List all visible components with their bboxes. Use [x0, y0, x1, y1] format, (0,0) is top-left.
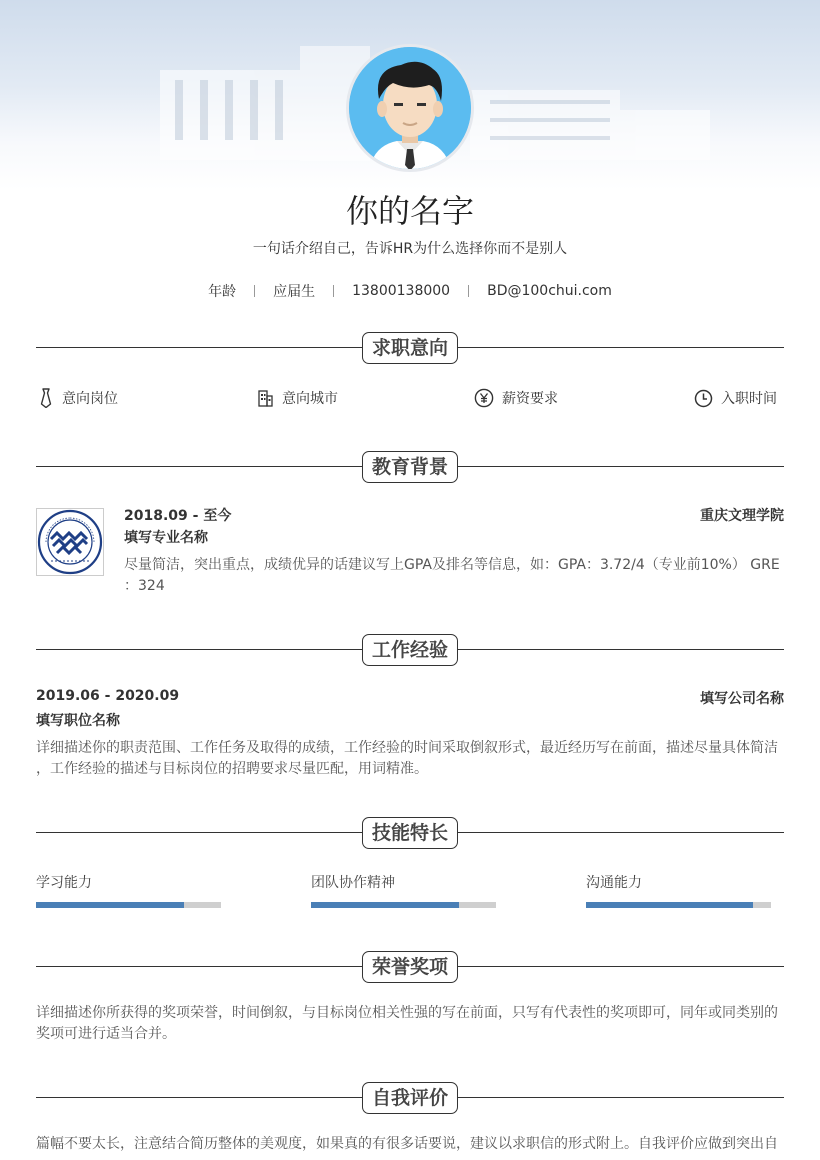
education-description-line: 尽量简洁，突出重点，成绩优异的话建议写上GPA及排名等信息，如：GPA：3.72/4（专业前10%） GRE: [124, 557, 780, 573]
contact-bar: [0, 281, 820, 301]
section-title: 教育背景: [362, 451, 458, 483]
honors-description-line: 奖项可进行适当合并。: [36, 1026, 176, 1042]
skill-label: 团队协作精神: [311, 875, 395, 891]
clock-icon: [694, 389, 713, 408]
work-description-line: ，工作经验的描述与目标岗位的招聘要求尽量匹配，用词精准。: [36, 761, 428, 777]
skill-level-bar: [36, 902, 221, 908]
section-header-skills: [36, 817, 784, 849]
skill-level-bar: [586, 902, 771, 908]
intent-salary: [474, 388, 558, 408]
contact-status: 应届生: [273, 284, 316, 300]
self-evaluation-description-line: 篇幅不要太长，注意结合简历整体的美观度，如果真的有很多话要说，建议以求职信的形式附上。自我评价应做到突出自: [36, 1136, 778, 1152]
work-period: 2019.06 - 2020.09: [36, 688, 180, 704]
section-title: 求职意向: [362, 332, 458, 364]
section-header-self-evaluation: [36, 1082, 784, 1114]
contact-divider: [468, 285, 469, 297]
skill-label: 学习能力: [36, 875, 92, 891]
skill-level-fill: [586, 902, 753, 908]
section-title: 荣誉奖项: [362, 951, 458, 983]
skill-item: [36, 872, 221, 908]
tagline: 一句话介绍自己，告诉HR为什么选择你而不是别人: [252, 241, 568, 257]
section-header-honors: [36, 951, 784, 983]
intent-city-label: 意向城市: [282, 391, 338, 407]
section-header-work: [36, 634, 784, 666]
intent-salary-label: 薪资要求: [502, 391, 558, 407]
tie-icon: [38, 388, 54, 408]
work-company: 填写公司名称: [700, 691, 784, 707]
section-title: 技能特长: [362, 817, 458, 849]
section-title: 工作经验: [362, 634, 458, 666]
skill-level-fill: [36, 902, 184, 908]
contact-divider: [333, 285, 334, 297]
education-major: 填写专业名称: [124, 530, 208, 546]
section-header-education: [36, 451, 784, 483]
skill-level-bar: [311, 902, 496, 908]
work-position: 填写职位名称: [36, 713, 120, 729]
skill-level-fill: [311, 902, 459, 908]
section-header-intent: [36, 332, 784, 364]
education-school: 重庆文理学院: [700, 508, 784, 524]
skill-item: [311, 872, 496, 908]
skill-item: [586, 872, 771, 908]
contact-phone[interactable]: 13800138000: [352, 283, 451, 299]
candidate-name: 你的名字: [345, 192, 474, 230]
intent-start-date-label: 入职时间: [721, 391, 777, 407]
intent-city: [257, 388, 338, 408]
contact-email[interactable]: BD@100chui.com: [487, 283, 612, 299]
education-period: 2018.09 - 至今: [124, 508, 232, 524]
section-title: 自我评价: [362, 1082, 458, 1114]
intent-start-date: [694, 388, 777, 408]
school-logo: [36, 508, 104, 576]
intent-position: [38, 388, 118, 408]
intent-position-label: 意向岗位: [62, 391, 118, 407]
school-emblem-icon: [37, 509, 103, 575]
skill-label: 沟通能力: [586, 875, 642, 891]
education-description-line: ：324: [124, 578, 165, 594]
contact-divider: [254, 285, 255, 297]
honors-description-line: 详细描述你所获得的奖项荣誉，时间倒叙，与目标岗位相关性强的写在前面，只写有代表性的奖项即可，同年或同类别的: [36, 1005, 778, 1021]
avatar-illustration: [349, 47, 471, 169]
yen-icon: [474, 388, 494, 408]
contact-age: 年龄: [208, 284, 237, 300]
building-icon: [257, 389, 274, 407]
work-description-line: 详细描述你的职责范围、工作任务及取得的成绩，工作经验的时间采取倒叙形式，最近经历写在前面，描述尽量具体简洁: [36, 740, 778, 756]
avatar: [346, 44, 474, 172]
